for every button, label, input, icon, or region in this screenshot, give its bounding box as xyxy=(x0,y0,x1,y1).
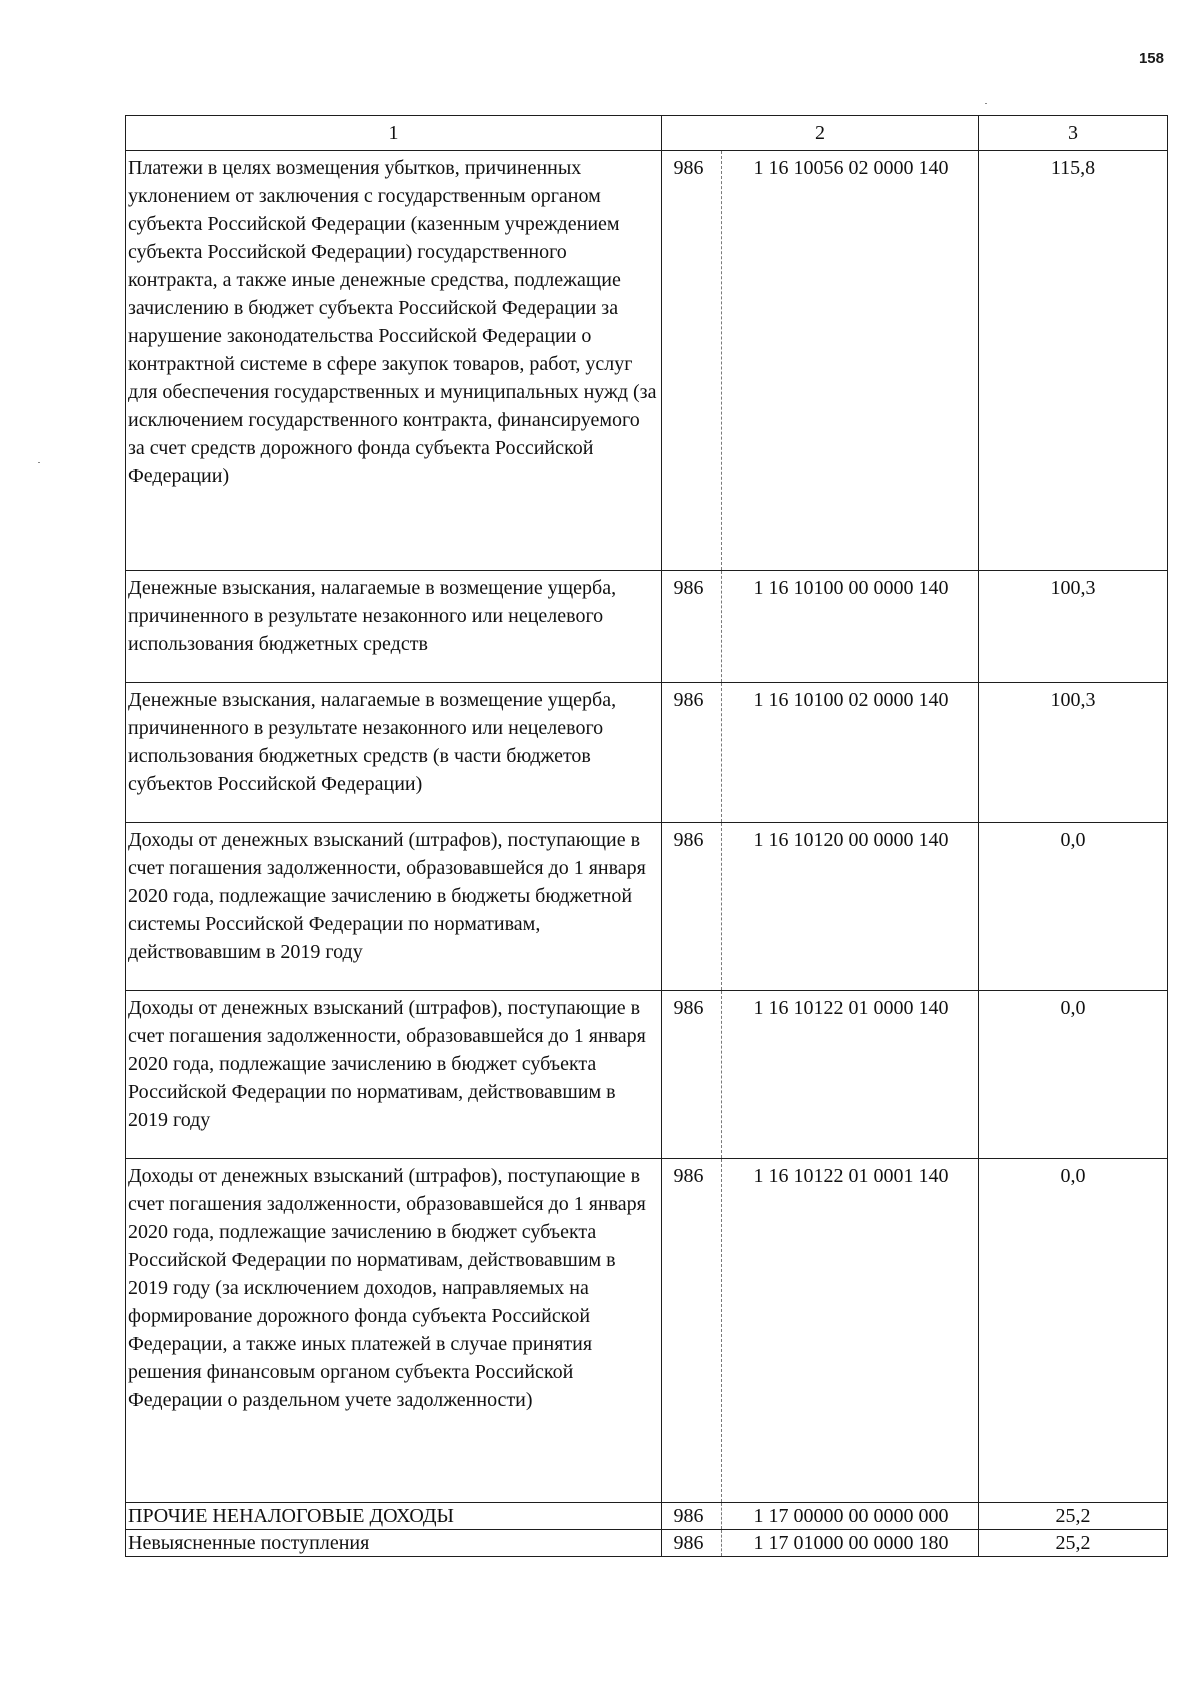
row-admin-code: 986 xyxy=(662,571,722,683)
header-row xyxy=(126,116,1168,151)
table-row xyxy=(126,1503,1168,1530)
row-amount: 115,8 xyxy=(979,151,1168,571)
column-header-1: 1 xyxy=(126,116,662,151)
row-amount: 25,2 xyxy=(979,1503,1168,1530)
row-budget-code: 1 16 10120 00 0000 140 xyxy=(722,823,979,991)
row-amount: 25,2 xyxy=(979,1530,1168,1557)
table-row xyxy=(126,151,1168,571)
table-row xyxy=(126,1159,1168,1503)
row-amount: 0,0 xyxy=(979,991,1168,1159)
table-row xyxy=(126,1530,1168,1557)
column-header-2: 2 xyxy=(662,116,979,151)
row-budget-code: 1 16 10100 02 0000 140 xyxy=(722,683,979,823)
row-amount: 100,3 xyxy=(979,683,1168,823)
row-admin-code: 986 xyxy=(662,683,722,823)
row-amount: 100,3 xyxy=(979,571,1168,683)
scan-speck xyxy=(985,103,987,104)
row-budget-code: 1 16 10100 00 0000 140 xyxy=(722,571,979,683)
row-budget-code: 1 17 01000 00 0000 180 xyxy=(722,1530,979,1557)
row-admin-code: 986 xyxy=(662,991,722,1159)
column-header-3: 3 xyxy=(979,116,1168,151)
row-name: Денежные взыскания, налагаемые в возмещение ущерба, причиненного в результате незаконного или нецелевого использования бюджетных средств (в части бюджетов субъектов Российской Федерации) xyxy=(126,683,662,823)
row-admin-code: 986 xyxy=(662,1159,722,1503)
page-number: 158 xyxy=(1138,50,1164,67)
row-admin-code: 986 xyxy=(662,823,722,991)
table-row xyxy=(126,991,1168,1159)
row-budget-code: 1 16 10122 01 0000 140 xyxy=(722,991,979,1159)
row-name: Доходы от денежных взысканий (штрафов), поступающие в счет погашения задолженности, образовавшейся до 1 января 2020 года, подлежащие зачислению в бюджет субъекта Российской Федерации по нормативам, действовавшим в 2019 году xyxy=(126,991,662,1159)
table-row xyxy=(126,683,1168,823)
table-row xyxy=(126,823,1168,991)
row-name: Невыясненные поступления xyxy=(126,1530,662,1557)
row-admin-code: 986 xyxy=(662,1530,722,1557)
row-name: Платежи в целях возмещения убытков, причиненных уклонением от заключения с государственным органом субъекта Российской Федерации (казенным учреждением субъекта Российской Федерации) государственного контракта, а также иные денежные средства, подлежащие зачислению в бюджет субъекта Российской Федерации за нарушение законодательства Российской Федерации о контрактной системе в сфере закупок товаров, работ, услуг для обеспечения государственных и муниципальных нужд (за исключением государственного контракта, финансируемого за счет средств дорожного фонда субъекта Российской Федерации) xyxy=(126,151,662,571)
row-amount: 0,0 xyxy=(979,1159,1168,1503)
scan-speck xyxy=(38,462,40,463)
row-name: Доходы от денежных взысканий (штрафов), поступающие в счет погашения задолженности, образовавшейся до 1 января 2020 года, подлежащие зачислению в бюджет субъекта Российской Федерации по нормативам, действовавшим в 2019 году (за исключением доходов, направляемых на формирование дорожного фонда субъекта Российской Федерации, а также иных платежей в случае принятия решения финансовым органом субъекта Российской Федерации о раздельном учете задолженности) xyxy=(126,1159,662,1503)
row-name: Доходы от денежных взысканий (штрафов), поступающие в счет погашения задолженности, образовавшейся до 1 января 2020 года, подлежащие зачислению в бюджеты бюджетной системы Российской Федерации по нормативам, действовавшим в 2019 году xyxy=(126,823,662,991)
row-admin-code: 986 xyxy=(662,1503,722,1530)
row-budget-code: 1 16 10056 02 0000 140 xyxy=(722,151,979,571)
row-amount: 0,0 xyxy=(979,823,1168,991)
row-name: ПРОЧИЕ НЕНАЛОГОВЫЕ ДОХОДЫ xyxy=(126,1503,662,1530)
row-name: Денежные взыскания, налагаемые в возмещение ущерба, причиненного в результате незаконного или нецелевого использования бюджетных средств xyxy=(126,571,662,683)
row-admin-code: 986 xyxy=(662,151,722,571)
row-budget-code: 1 16 10122 01 0001 140 xyxy=(722,1159,979,1503)
table-row xyxy=(126,571,1168,683)
row-budget-code: 1 17 00000 00 0000 000 xyxy=(722,1503,979,1530)
revenue-table xyxy=(125,115,1168,1557)
